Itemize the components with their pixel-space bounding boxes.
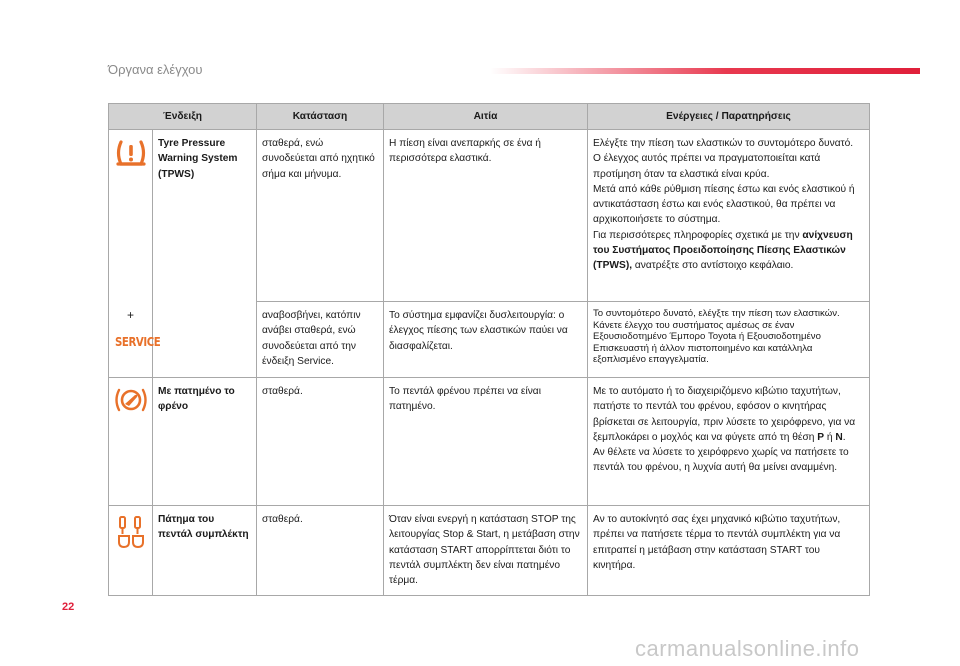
action-bold: ανίχνευση του Συστήματος Προειδοποίησης Πίεσης Ελαστικών (TPWS), (593, 229, 853, 272)
action-span: ανατρέξτε στο αντίστοιχο κεφάλαιο. (632, 260, 794, 272)
table-row (109, 302, 870, 378)
foot-on-brake-icon (113, 386, 149, 414)
icon-cell (109, 506, 153, 596)
page-number: 22 (62, 601, 75, 613)
cause-text: Το σύστημα εμφανίζει δυσλειτουργία: ο έλεγχος πίεσης των ελαστικών παύει να διασφαλίζεται. (384, 302, 588, 378)
action-line: Ο έλεγχος αυτός πρέπει να πραγματοποιείται κατά προτίμηση όταν τα ελαστικά είναι κρύα. (593, 153, 821, 180)
table-row (109, 506, 870, 596)
action-line: Το συντομότερο δυνατό, ελέγξτε την πίεση των ελαστικών. (593, 308, 840, 319)
action-line (593, 384, 864, 445)
action-line: Αν θέλετε να λύσετε το χειρόφρενο χωρίς να πατήσετε το πεντάλ του φρένου, η λυχνία αυτή θα μείνει αναμμένη. (593, 447, 849, 474)
actions-text (588, 130, 870, 302)
actions-text: Αν το αυτοκίνητό σας έχει μηχανικό κιβώτιο ταχυτήτων, πρέπει να πατήσετε τέρμα το πεντάλ συμπλέκτη για να επιτραπεί η μετάβαση στην κατάσταση START του κινητήρα. (588, 506, 870, 596)
watermark: carmanualsonline.info (635, 636, 860, 661)
indicator-name: Tyre Pressure Warning System (TPWS) (153, 130, 257, 302)
action-span: Με το αυτόματο ή το διαχειριζόμενο κιβώτιο ταχυτήτων, πατήστε το πεντάλ του φρένου, εφόσον ο κινητήρας βρίσκεται σε λειτουργία, πριν λύσετε το χειρόφρενο, για να ξεμπλοκάρει ο μοχλός και να φύγετε από τη θέση (593, 386, 856, 443)
state-text: αναβοσβήνει, κατόπιν ανάβει σταθερά, ενώ συνοδεύεται από την ένδειξη Service. (257, 302, 384, 378)
action-span: ή (824, 431, 836, 443)
col-header-state: Κατάσταση (257, 104, 384, 130)
tyre-pressure-warning-icon (114, 138, 148, 168)
state-text: σταθερά. (257, 506, 384, 596)
gear-n-label: N (835, 431, 843, 443)
cause-text: Το πεντάλ φρένου πρέπει να είναι πατημένο. (384, 378, 588, 506)
foot-on-clutch-icon (115, 514, 147, 550)
col-header-actions: Ενέργειες / Παρατηρήσεις (588, 104, 870, 130)
header-accent-bar (490, 68, 920, 74)
table-row (109, 378, 870, 506)
service-warning-icon: SERVICE (115, 334, 161, 349)
indicator-name: Πάτημα του πεντάλ συμπλέκτη (153, 506, 257, 596)
cause-text: Όταν είναι ενεργή η κατάσταση STOP της λειτουργίας Stop & Start, η μετάβαση στην κατάσταση START απορρίπτεται διότι το πεντάλ συμπλέκτη δεν είναι πατημένο τέρμα. (384, 506, 588, 596)
action-line: Κάνετε έλεγχο του συστήματος αμέσως σε έναν Εξουσιοδοτημένο Έμπορο Toyota ή Εξουσιοδοτημένο Επισκευαστή ή άλλον πιστοποιημένο και κατάλληλα εξοπλισμένο επαγγελματία. (593, 319, 821, 365)
table-row (109, 130, 870, 302)
actions-text (588, 302, 870, 378)
state-text: σταθερά. (257, 378, 384, 506)
table-header-row (109, 104, 870, 130)
state-text: σταθερά, ενώ συνοδεύεται από ηχητικό σήμα και μήνυμα. (257, 130, 384, 302)
warning-lights-table (108, 103, 870, 596)
action-span: Για περισσότερες πληροφορίες σχετικά με την (593, 229, 800, 241)
cause-text: Η πίεση είναι ανεπαρκής σε ένα ή περισσότερα ελαστικά. (384, 130, 588, 302)
action-line: Μετά από κάθε ρύθμιση πίεσης έστω και ενός ελαστικού ή αντικατάσταση έστω και ενός ελαστικού, θα πρέπει να αρχικοποιήσετε το σύστημα. (593, 183, 855, 226)
action-line: Ελέγξτε την πίεση των ελαστικών το συντομότερο δυνατό. (593, 138, 854, 149)
indicator-name-empty (153, 302, 257, 378)
section-title: Όργανα ελέγχου (108, 62, 203, 77)
col-header-indicator: Ένδειξη (109, 104, 257, 130)
action-line (593, 228, 864, 274)
icon-cell (109, 378, 153, 506)
gear-p-label: P (817, 431, 825, 443)
icon-cell (109, 302, 161, 378)
col-header-cause: Αιτία (384, 104, 588, 130)
icon-cell (109, 130, 153, 302)
actions-text (588, 378, 870, 506)
plus-sign: + (126, 307, 134, 322)
indicator-name: Με πατημένο το φρένο (153, 378, 257, 506)
action-span: . (842, 431, 846, 443)
